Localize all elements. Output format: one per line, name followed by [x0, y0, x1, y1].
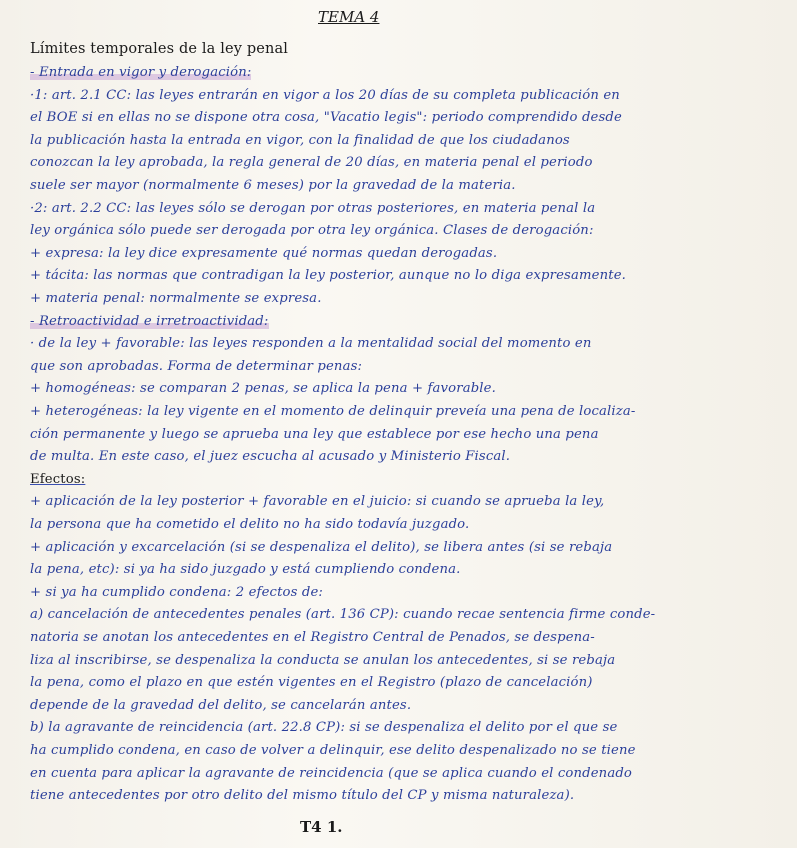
note-line: Efectos:: [30, 471, 86, 487]
note-line: suele ser mayor (normalmente 6 meses) por la gravedad de la materia.: [30, 178, 516, 193]
note-line: de multa. En este caso, el juez escucha al acusado y Ministerio Fiscal.: [30, 449, 511, 465]
note-line: + materia penal: normalmente se expresa.: [30, 291, 322, 306]
note-line: a) cancelación de antecedentes penales (art. 136 CP): cuando recae sentencia firme conde-: [30, 607, 656, 623]
note-line: + heterogéneas: la ley vigente en el momento de delinquir preveía una pena de localiza-: [30, 404, 636, 419]
note-line: ·2: art. 2.2 CC: las leyes sólo se derogan por otras posteriores, en materia penal la: [30, 200, 596, 216]
note-line: en cuenta para aplicar la agravante de reincidencia (que se aplica cuando el condenado: [30, 765, 633, 781]
note-line: natoria se anotan los antecedentes en el Registro Central de Penados, se despena-: [30, 630, 595, 645]
note-line: + aplicación y excarcelación (si se despenaliza el delito), se libera antes (si se rebaja: [30, 539, 613, 555]
note-line: el BOE si en ellas no se dispone otra cosa, "Vacatio legis": periodo comprendido desde: [30, 110, 622, 126]
note-line: tiene antecedentes por otro delito del mismo título del CP y misma naturaleza).: [30, 788, 575, 804]
note-line: + homogéneas: se comparan 2 penas, se aplica la pena + favorable.: [30, 381, 496, 397]
note-line: - Entrada en vigor y derogación:: [30, 65, 252, 80]
note-line: la persona que ha cometido el delito no ha sido todavía juzgado.: [30, 517, 470, 532]
note-line: que son aprobadas. Forma de determinar penas:: [30, 358, 363, 374]
page-footer: T4 1.: [300, 818, 343, 836]
note-line: liza al inscribirse, se despenaliza la conducta se anulan los antecedentes, si se rebaja: [30, 652, 616, 668]
note-line: + aplicación de la ley posterior + favorable en el juicio: si cuando se aprueba la ley,: [30, 494, 605, 510]
page-title: TEMA 4: [318, 8, 380, 26]
note-line: + expresa: la ley dice expresamente qué normas quedan derogadas.: [30, 245, 498, 261]
note-line: ·1: art. 2.1 CC: las leyes entrarán en vigor a los 20 días de su completa publicación en: [30, 87, 620, 103]
note-line: la pena, etc): si ya ha sido juzgado y está cumpliendo condena.: [30, 562, 461, 578]
section-heading: Límites temporales de la ley penal: [30, 41, 289, 57]
note-line: - Retroactividad e irretroactividad:: [30, 313, 269, 329]
note-line: la pena, como el plazo en que estén vigentes en el Registro (plazo de cancelación): [30, 675, 593, 691]
note-line: + si ya ha cumplido condena: 2 efectos de:: [30, 584, 324, 600]
note-line: b) la agravante de reincidencia (art. 22.8 CP): si se despenaliza el delito por el que se: [30, 720, 618, 736]
note-line: ha cumplido condena, en caso de volver a delinquir, ese delito despenalizado no se tiene: [30, 743, 636, 758]
note-line: la publicación hasta la entrada en vigor, con la finalidad de que los ciudadanos: [30, 132, 570, 148]
note-line: conozcan la ley aprobada, la regla general de 20 días, en materia penal el periodo: [30, 155, 593, 171]
note-line: + tácita: las normas que contradigan la ley posterior, aunque no lo diga expresamente.: [30, 268, 626, 284]
note-line: ley orgánica sólo puede ser derogada por otra ley orgánica. Clases de derogación:: [30, 223, 594, 239]
note-line: depende de la gravedad del delito, se cancelarán antes.: [30, 697, 412, 713]
note-line: · de la ley + favorable: las leyes responden a la mentalidad social del momento en: [30, 336, 592, 352]
note-line: ción permanente y luego se aprueba una ley que establece por ese hecho una pena: [30, 426, 599, 442]
